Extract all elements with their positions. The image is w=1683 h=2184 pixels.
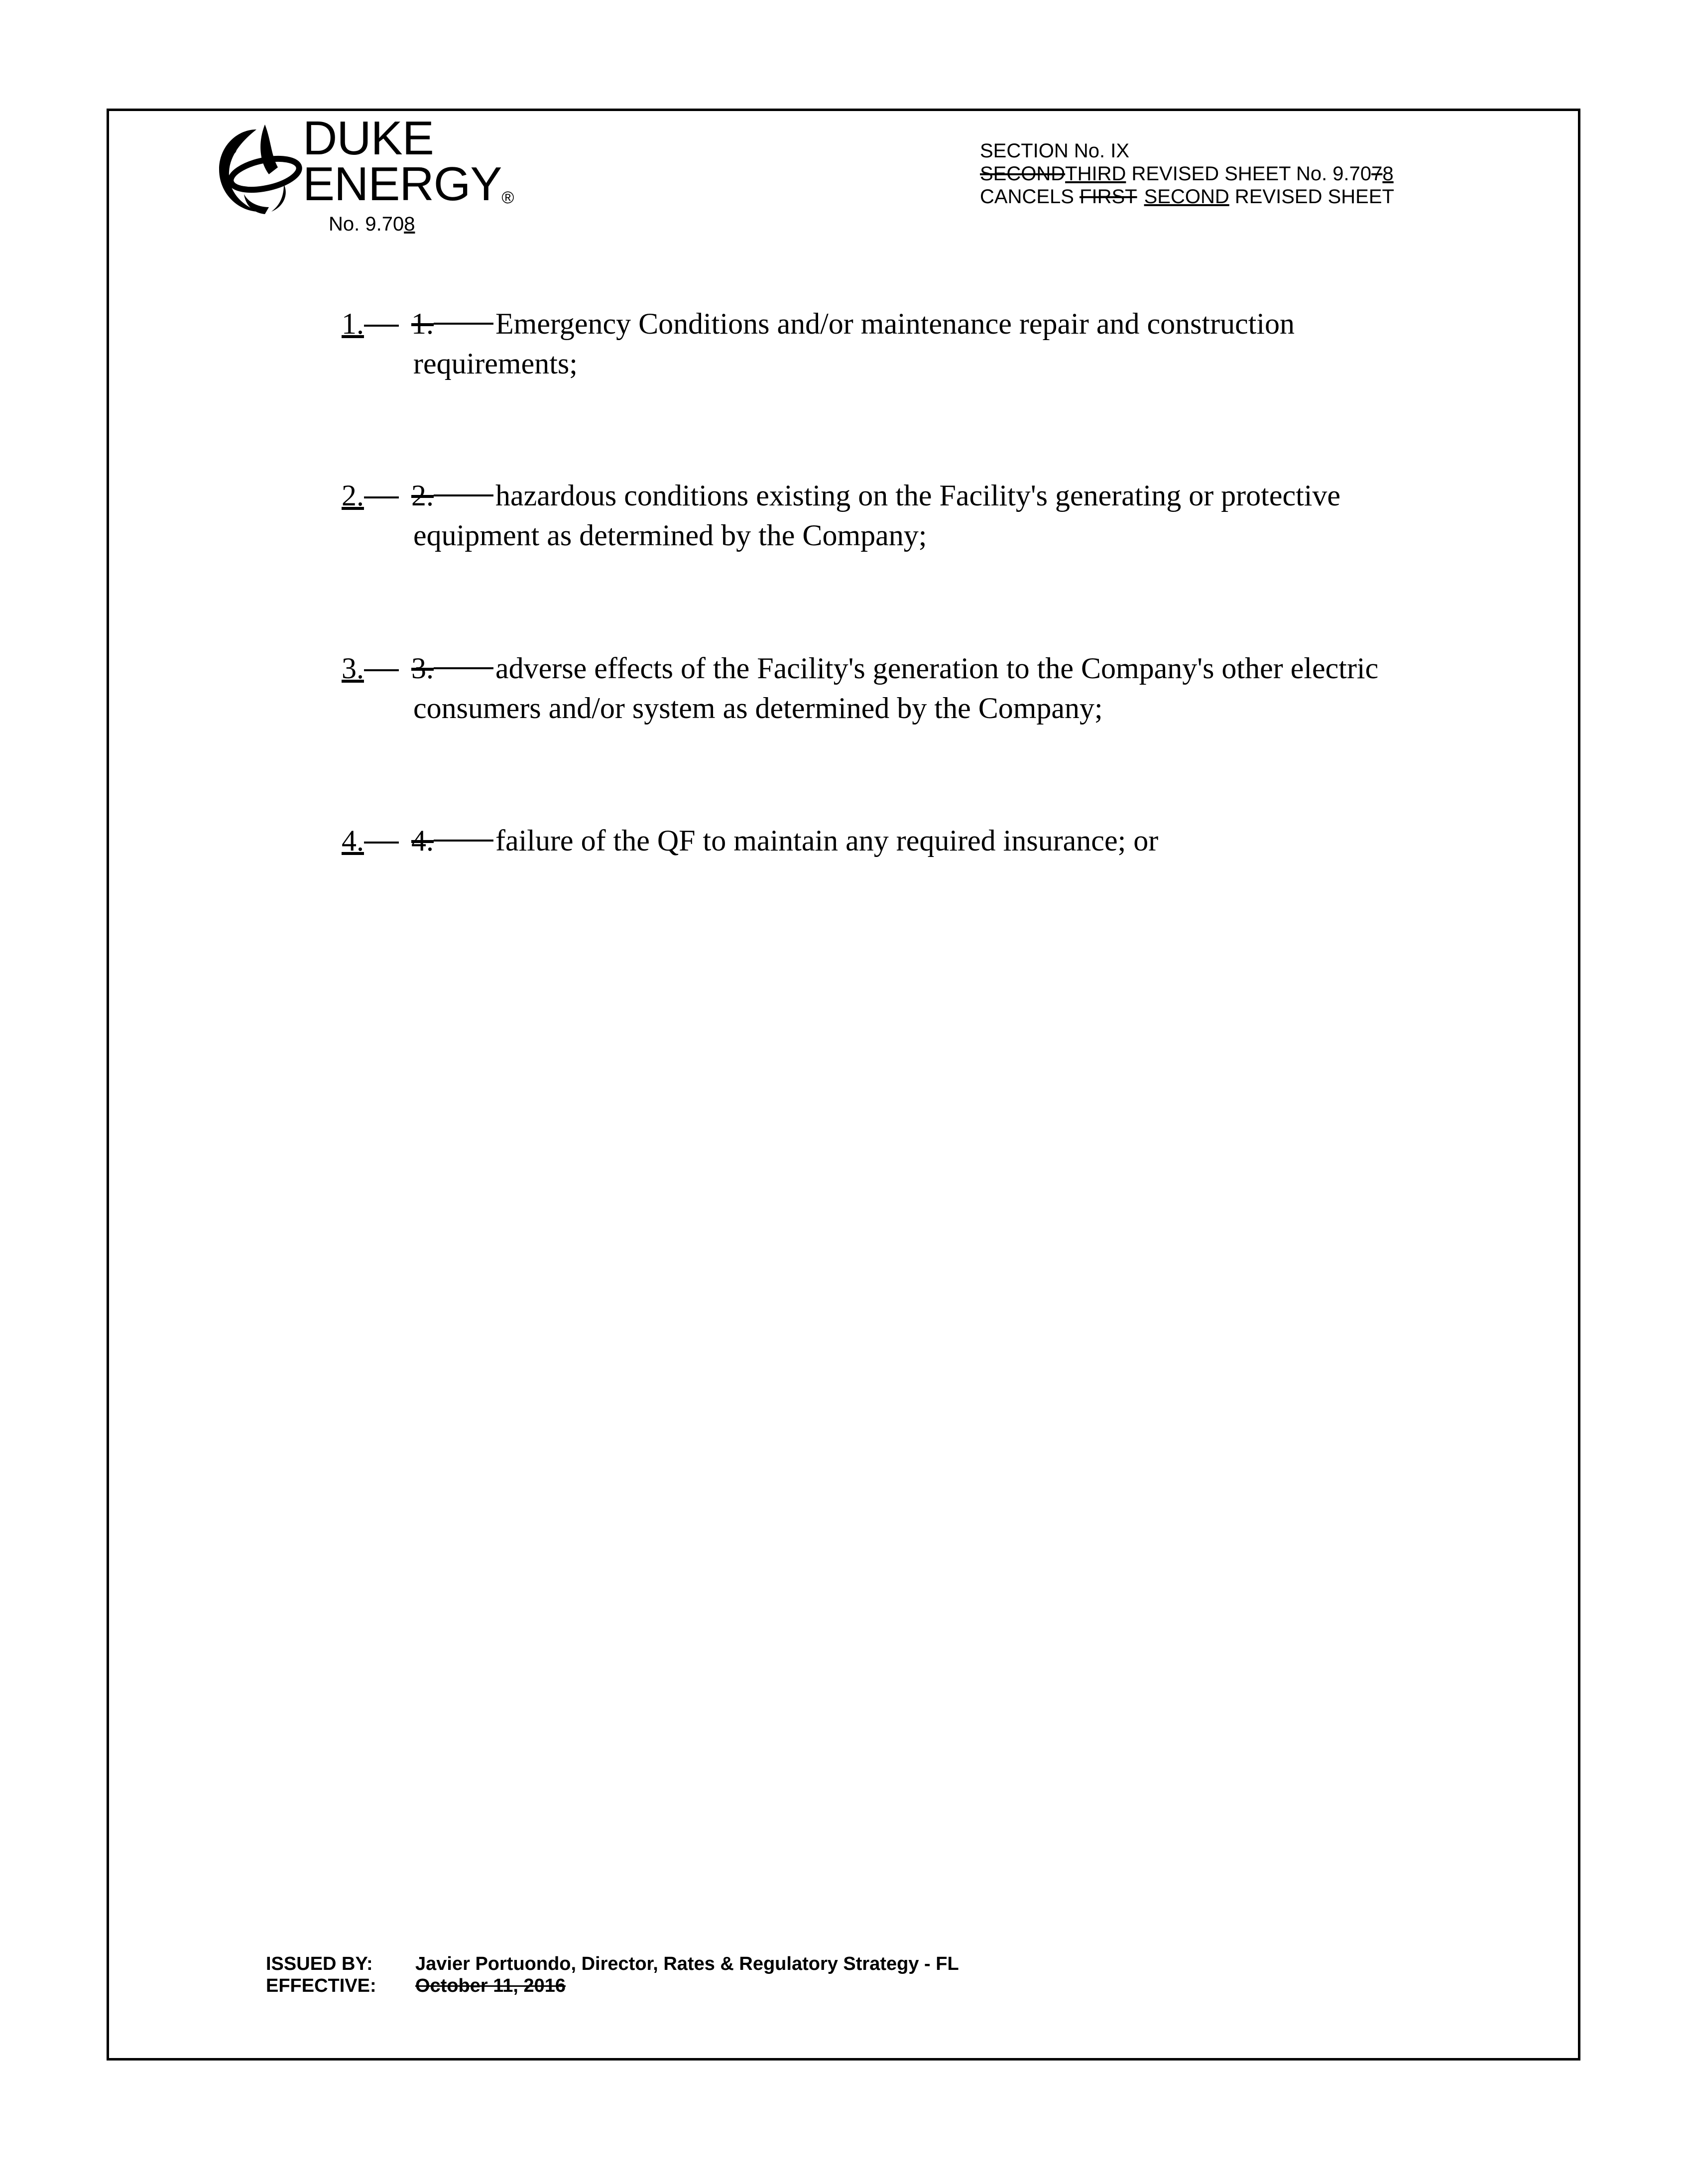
logo-line-duke: DUKE [303,112,434,165]
logo-sheet-number: No. 9.708 [329,213,415,235]
item-number-new: 3. [342,648,411,688]
item-number-old: 1. [411,307,434,340]
list-item [342,476,1487,555]
revised-sheet-line: SECONDTHIRD REVISED SHEET No. 9.7078 [980,163,1394,185]
item-number-old: 4. [411,824,434,857]
item-number-old: 3. [411,652,434,685]
item-text: hazardous conditions existing on the Facility's generating or protective [495,479,1341,512]
list-item [342,648,1487,728]
logo-line-energy: ENERGY® [303,157,514,211]
section-number: SECTION No. IX [980,140,1130,162]
issuance-footer [266,1953,959,1997]
item-number-old: 2. [411,479,434,512]
item-number-new: 4. [342,821,411,860]
page-border [107,109,1580,2061]
effective-line: EFFECTIVE: October 11, 2016 [266,1975,566,1996]
item-text: adverse effects of the Facility's generation to the Company's other electric [495,652,1379,685]
sheet-header [980,139,1394,208]
item-number-new: 1. [342,304,411,344]
item-text-continued: consumers and/or system as determined by the Company; [413,692,1103,725]
list-item [342,821,1487,860]
duke-energy-globe-icon [209,120,304,219]
item-text: failure of the QF to maintain any required insurance; or [495,824,1159,857]
logo-wordmark [303,112,514,221]
item-text: Emergency Conditions and/or maintenance repair and construction [495,307,1295,340]
issued-by-line: ISSUED BY: Javier Portuondo, Director, Rates & Regulatory Strategy - FL [266,1953,959,1974]
cancels-sheet-line: CANCELS FIRST SECOND REVISED SHEET [980,186,1394,208]
item-number-new: 2. [342,476,411,515]
duke-energy-logo [209,112,518,239]
list-item [342,304,1487,383]
item-text-continued: equipment as determined by the Company; [413,519,927,552]
item-text-continued: requirements; [413,347,578,380]
